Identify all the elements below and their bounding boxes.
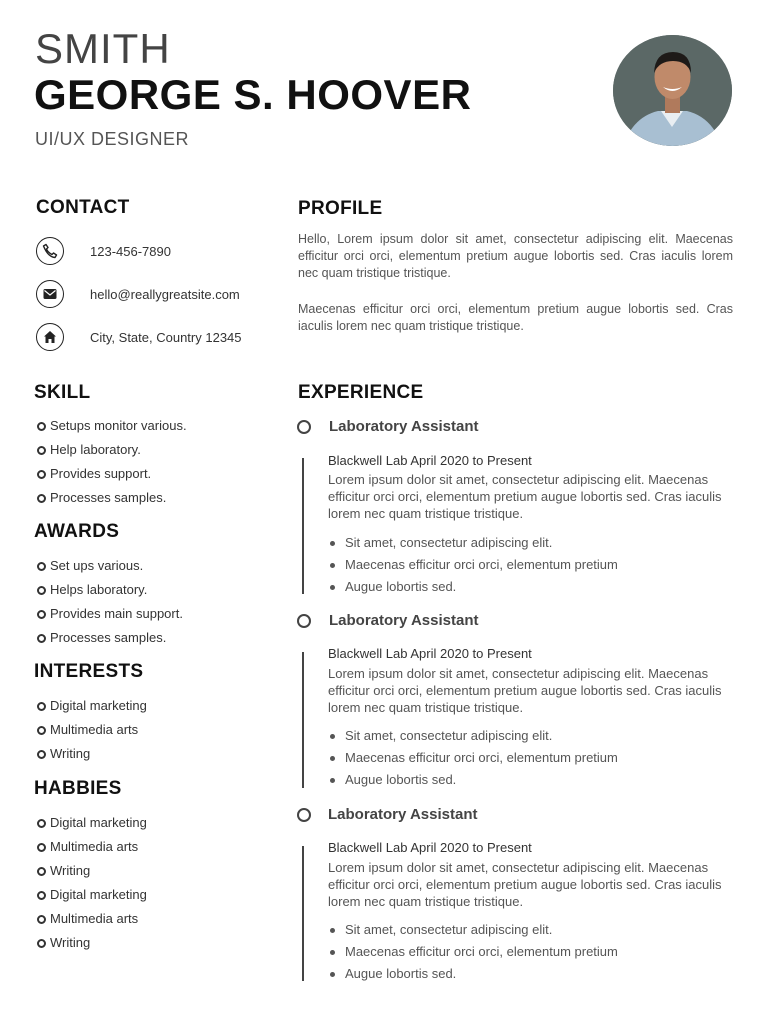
job-bullets: [328, 535, 618, 601]
interest-item: Digital marketing: [35, 698, 147, 722]
job-bullet: Maecenas efficitur orci orci, elementum pretium: [328, 750, 618, 772]
experience-title: EXPERIENCE: [298, 382, 424, 403]
awards-list: [35, 558, 183, 654]
job-meta: Blackwell Lab April 2020 to Present: [328, 453, 532, 468]
mail-icon: [36, 280, 64, 308]
phone-text: 123-456-7890: [90, 243, 171, 259]
phone-icon: [36, 237, 64, 265]
job-bullet: Maecenas efficitur orci orci, elementum pretium: [328, 557, 618, 579]
job-meta: Blackwell Lab April 2020 to Present: [328, 840, 532, 855]
surname-heading: SMITH: [35, 25, 171, 72]
habby-item: Digital marketing: [35, 815, 147, 839]
job-bullets: [328, 728, 618, 794]
interests-title: INTERESTS: [34, 661, 144, 682]
address-text: City, State, Country 12345: [90, 329, 242, 345]
skill-item: Provides support.: [35, 466, 187, 490]
contact-address: [36, 322, 286, 352]
contact-title: CONTACT: [36, 197, 130, 218]
award-item: Set ups various.: [35, 558, 183, 582]
award-item: Processes samples.: [35, 630, 183, 654]
job-title: Laboratory Assistant: [328, 806, 478, 823]
timeline-line: [302, 846, 304, 981]
skill-list: [35, 418, 187, 514]
email-link[interactable]: hello@reallygreatsite.com: [90, 286, 240, 302]
job-description: Lorem ipsum dolor sit amet, consectetur adipiscing elit. Maecenas efficitur orci orci, elementum pretium augue lobortis sed. Cras iaculis lorem nec quam tristique tristique.: [328, 472, 722, 521]
job-bullet: Augue lobortis sed.: [328, 579, 618, 601]
interest-item: Multimedia arts: [35, 722, 147, 746]
habby-item: Writing: [35, 935, 147, 959]
award-item: Helps laboratory.: [35, 582, 183, 606]
habby-item: Multimedia arts: [35, 839, 147, 863]
job-bullet: Augue lobortis sed.: [328, 966, 618, 988]
profile-paragraph: Hello, Lorem ipsum dolor sit amet, consectetur adipiscing elit. Maecenas efficitur orci orci, elementum pretium augue lobortis sed. Cras iaculis lorem nec quam tristique tristique.: [298, 232, 733, 280]
skill-item: Setups monitor various.: [35, 418, 187, 442]
habbies-title: HABBIES: [34, 778, 122, 799]
habbies-list: [35, 815, 147, 959]
interest-item: Writing: [35, 746, 147, 770]
habby-item: Multimedia arts: [35, 911, 147, 935]
job-bullet: Sit amet, consectetur adipiscing elit.: [328, 535, 618, 557]
job-bullet: Augue lobortis sed.: [328, 772, 618, 794]
timeline-line: [302, 652, 304, 788]
profile-title: PROFILE: [298, 198, 383, 219]
skill-item: Help laboratory.: [35, 442, 187, 466]
profile-paragraph: Maecenas efficitur orci orci, elementum pretium augue lobortis sed. Cras iaculis lorem nec quam tristique tristique.: [298, 302, 733, 333]
interests-list: [35, 698, 147, 770]
job-bullet: Maecenas efficitur orci orci, elementum pretium: [328, 944, 618, 966]
habby-item: Digital marketing: [35, 887, 147, 911]
profile-photo: [613, 35, 732, 146]
timeline-circle-icon: [297, 808, 311, 822]
award-item: Provides main support.: [35, 606, 183, 630]
job-bullet: Sit amet, consectetur adipiscing elit.: [328, 922, 618, 944]
job-bullets: [328, 922, 618, 988]
job-description: Lorem ipsum dolor sit amet, consectetur adipiscing elit. Maecenas efficitur orci orci, elementum pretium augue lobortis sed. Cras iaculis lorem nec quam tristique tristique.: [328, 666, 722, 715]
timeline-circle-icon: [297, 420, 311, 434]
skill-title: SKILL: [34, 382, 91, 403]
timeline-line: [302, 458, 304, 594]
habby-item: Writing: [35, 863, 147, 887]
job-title: Laboratory Assistant: [329, 612, 479, 629]
contact-phone: [36, 236, 286, 266]
job-role: UI/UX DESIGNER: [35, 129, 190, 149]
full-name-heading: GEORGE S. HOOVER: [34, 71, 472, 118]
job-description: Lorem ipsum dolor sit amet, consectetur adipiscing elit. Maecenas efficitur orci orci, elementum pretium augue lobortis sed. Cras iaculis lorem nec quam tristique tristique.: [328, 860, 722, 909]
awards-title: AWARDS: [34, 521, 120, 542]
skill-item: Processes samples.: [35, 490, 187, 514]
home-icon: [36, 323, 64, 351]
timeline-circle-icon: [297, 614, 311, 628]
person-portrait-icon: [613, 35, 732, 146]
contact-email: [36, 279, 286, 309]
job-meta: Blackwell Lab April 2020 to Present: [328, 646, 532, 661]
job-title: Laboratory Assistant: [329, 418, 479, 435]
job-bullet: Sit amet, consectetur adipiscing elit.: [328, 728, 618, 750]
